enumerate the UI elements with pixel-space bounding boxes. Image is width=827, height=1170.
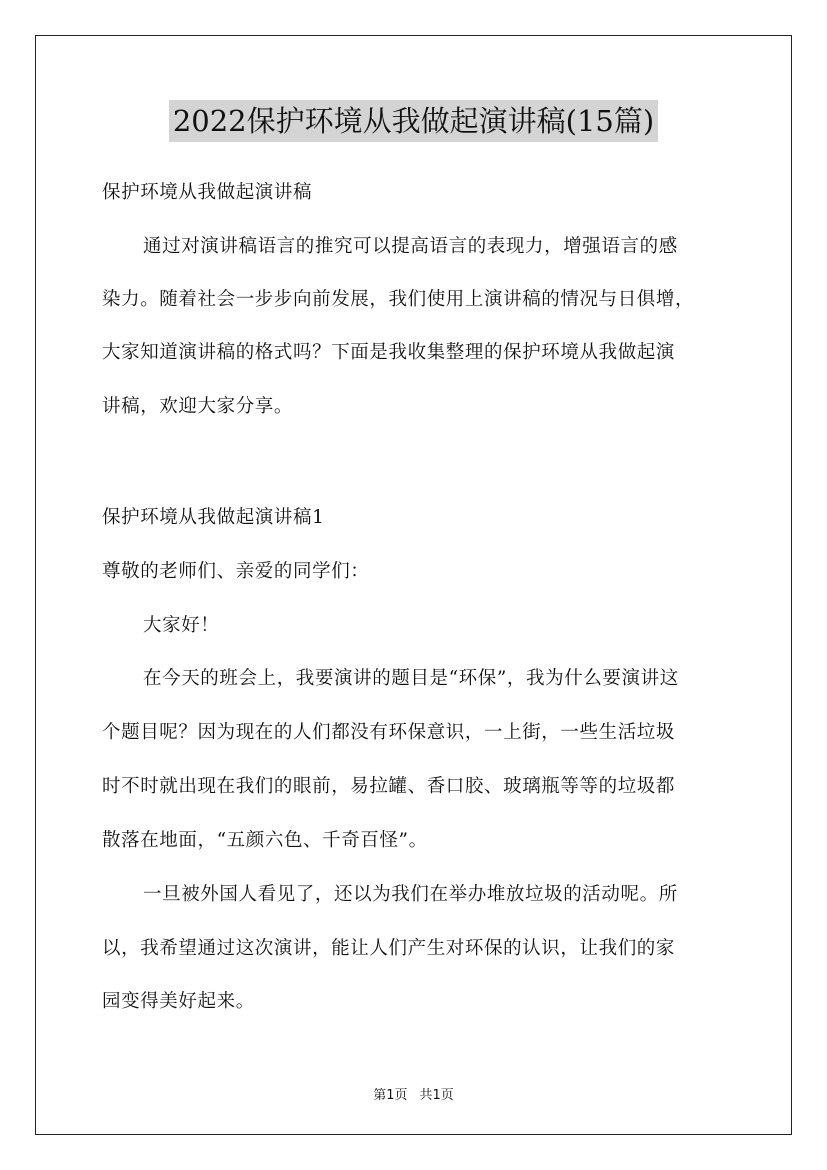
paragraph-line: 园变得美好起来。	[102, 991, 255, 1012]
intro-line: 通过对演讲稿语言的推究可以提高语言的表现力，增强语言的感	[143, 236, 678, 257]
paragraph-line: 在今天的班会上，我要演讲的题目是“环保”，我为什么要演讲这	[143, 668, 679, 689]
greeting: 大家好！	[143, 615, 220, 636]
intro-line: 大家知道演讲稿的格式吗？下面是我收集整理的保护环境从我做起演	[102, 342, 676, 363]
page-number-current: 第1页	[373, 1088, 408, 1103]
salutation: 尊敬的老师们、亲爱的同学们：	[102, 561, 370, 582]
paragraph-line: 散落在地面，“五颜六色、千奇百怪”。	[102, 830, 428, 851]
title-container	[0, 100, 827, 142]
paragraph-line: 以，我希望通过这次演讲，能让人们产生对环保的认识，让我们的家	[102, 938, 676, 959]
intro-line: 染力。随着社会一步步向前发展，我们使用上演讲稿的情况与日俱增，	[102, 289, 695, 310]
paragraph-line: 时不时就出现在我们的眼前，易拉罐、香口胶、玻璃瓶等等的垃圾都	[102, 776, 676, 797]
paragraph-line: 个题目呢？因为现在的人们都没有环保意识，一上街，一些生活垃圾	[102, 722, 676, 743]
section-heading: 保护环境从我做起演讲稿1	[102, 507, 325, 528]
page-number-total: 共1页	[419, 1088, 454, 1103]
document-title: 2022保护环境从我做起演讲稿(15篇)	[169, 100, 658, 142]
intro-heading: 保护环境从我做起演讲稿	[102, 182, 313, 203]
paragraph-line: 一旦被外国人看见了，还以为我们在举办堆放垃圾的活动呢。所	[143, 884, 678, 905]
intro-line: 讲稿，欢迎大家分享。	[102, 396, 294, 417]
page-footer	[0, 1084, 827, 1103]
